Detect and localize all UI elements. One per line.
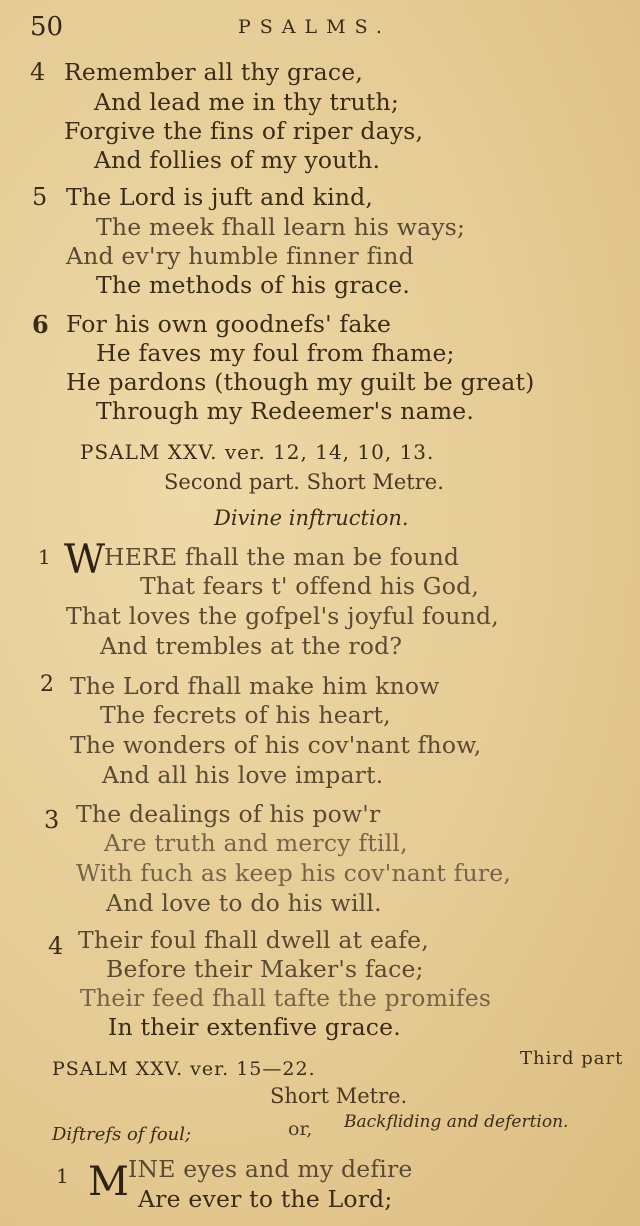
verse-line: For his own goodnefs' fake (66, 310, 392, 338)
verse-line: That loves the gofpel's joyful found, (66, 602, 499, 630)
verse-line: And follies of my youth. (94, 146, 381, 174)
verse-number: 4 (30, 58, 46, 86)
drop-cap: M (88, 1159, 129, 1205)
verse-line: With fuch as keep his cov'nant fure, (76, 859, 512, 887)
verse-line: Are ever to the Lord; (138, 1185, 393, 1213)
psalm-heading-third: PSALM XXV. ver. 15—22. (52, 1058, 316, 1080)
verse-number: 1 (56, 1164, 69, 1188)
verse-line: Remember all thy grace, (64, 58, 363, 86)
verse-line: And lead me in thy truth; (94, 88, 399, 116)
subject-or: or, (288, 1118, 313, 1140)
verse-number: 2 (40, 672, 54, 697)
verse-line: The dealings of his pow'r (76, 800, 381, 828)
verse-line: INE eyes and my defire (128, 1155, 413, 1183)
verse-line: The wonders of his cov'nant fhow, (70, 731, 482, 759)
page-number: 50 (30, 12, 64, 42)
subject-part-a: Diftrefs of foul; (52, 1124, 192, 1145)
verse-line: HERE fhall the man be found (104, 543, 460, 571)
verse-line: Their feed fhall tafte the promifes (80, 984, 492, 1012)
verse-number: 3 (44, 806, 60, 834)
psalm-heading: PSALM XXV. ver. 12, 14, 10, 13. (80, 440, 435, 464)
verse-line: Their foul fhall dwell at eafe, (78, 926, 429, 954)
verse-line: And ev'ry humble finner find (66, 242, 414, 270)
verse-line: The Lord is juft and kind, (66, 183, 374, 211)
subject-part-b: Backfliding and defertion. (344, 1112, 569, 1132)
psalm-subject: Divine inftruction. (214, 506, 409, 530)
verse-number: 1 (38, 545, 51, 569)
verse-line: That fears t' offend his God, (140, 572, 479, 600)
verse-number: 6 (32, 310, 49, 339)
verse-line: In their extenfive grace. (108, 1013, 401, 1041)
verse-line: He pardons (though my guilt be great) (66, 368, 535, 396)
verse-number: 5 (32, 183, 48, 211)
verse-line: He faves my foul from fhame; (96, 339, 455, 367)
verse-line: The Lord fhall make him know (70, 672, 440, 700)
verse-line: The fecrets of his heart, (100, 701, 391, 729)
verse-line: And love to do his will. (106, 889, 382, 917)
verse-line: The methods of his grace. (96, 271, 410, 299)
verse-line: Through my Redeemer's name. (96, 397, 475, 425)
verse-line: The meek fhall learn his ways; (96, 213, 466, 241)
verse-number: 4 (48, 932, 64, 960)
verse-line: Forgive the fins of riper days, (64, 117, 424, 145)
psalm-subheading-third: Short Metre. (270, 1084, 408, 1108)
verse-line: Before their Maker's face; (106, 955, 424, 983)
part-label: Third part (520, 1048, 624, 1069)
verse-line: And all his love impart. (102, 761, 384, 789)
drop-cap: W (64, 537, 106, 583)
running-head: PSALMS. (238, 16, 391, 38)
psalm-subheading: Second part. Short Metre. (164, 470, 444, 494)
verse-line: Are truth and mercy ftill, (104, 829, 408, 857)
verse-line: And trembles at the rod? (100, 632, 403, 660)
